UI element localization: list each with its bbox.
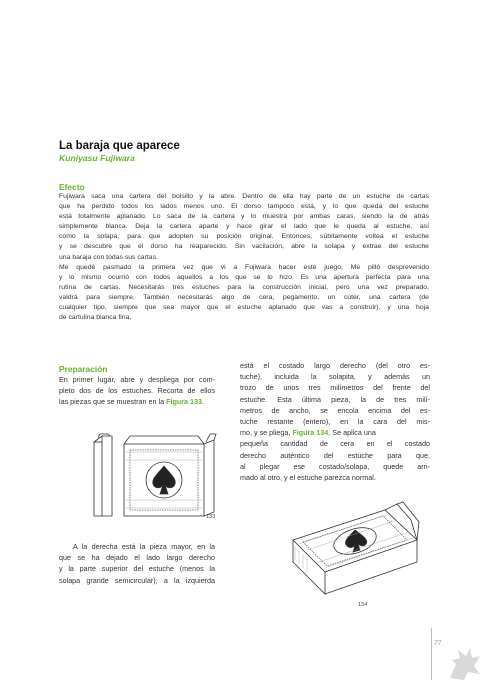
text-line: las piezas que se muestran en la Figura 133. (59, 397, 205, 407)
text-line: como la solapa, para que adopten su posición original. Entonces, súbitamente voltea el estuche (59, 233, 429, 241)
preparacion-right-column (240, 360, 430, 483)
text-line: está el costado largo derecho (del otro es- (240, 361, 430, 370)
text-line: y lo mismo ocurrió con todos aquellos a los que se lo hizo. Es una apertura perfecta para una (59, 273, 429, 281)
text-line: una baraja con todas sus cartas. (59, 253, 158, 261)
preparacion-heading: Preparación (59, 364, 108, 374)
efecto-paragraph (59, 192, 429, 323)
text-line: tuche), incluida la solapita, y además un (240, 372, 430, 382)
text-line: y se descubre que el dorso ha reaparecido. Sin vacilación, abre la solapa y extrae del estuche (59, 243, 429, 251)
figure-134-link[interactable]: Figura 134 (292, 428, 329, 438)
text-line: cualquier tipo, siempre que sea mayor que el estuche aplanado que vas a construir), y una hoja (59, 304, 429, 312)
text-line: que se ha dejado el lado largo derecho (59, 553, 215, 563)
text-line: derecho auténtico del estuche para que, (240, 450, 430, 460)
figure-134-illustration (285, 500, 435, 615)
efecto-heading: Efecto (59, 182, 85, 192)
page-divider (431, 628, 432, 680)
author-name: Kuniyasu Fujiwara (59, 153, 135, 163)
section-title: La baraja que aparece (59, 140, 180, 152)
text-line: metros de ancho, se encola encima del es- (240, 405, 430, 415)
text-line: Me quedé pasmado la primera vez que vi a Fujiwara hacer este juego. Me pilló desprevenido (59, 263, 429, 271)
page-number: 77 (434, 640, 442, 647)
text-line: tuche restante (entero), en la cara del mis- (240, 416, 430, 426)
text-line: que ha perdido todos los lados menos uno. El dorso tampoco está, y lo que queda del estuche (59, 203, 429, 211)
preparacion-left-column (59, 374, 215, 408)
text-line: estuche. Esta última pieza, la de tres milí- (240, 394, 430, 404)
text-line: mado al otro, y el estuche parezca normal. (240, 472, 376, 482)
figure-133-link[interactable]: Figura 133 (166, 397, 203, 407)
text-line: al plegar ese costado/solapa, quede arri- (240, 461, 430, 471)
text-line: rutina de cartas. Necesitarás tres estuches para la construcción inicial, pero una vez preparado, (59, 283, 429, 291)
text-line: Fujiwara saca una cartera del bolsillo y la abre. Dentro de ella hay parte de un estuche de cartas (59, 193, 429, 200)
text-line: En primer lugar, abre y despliega por com- (59, 375, 215, 384)
text-line: solapa grande semicircular); a la izquierda (59, 575, 215, 585)
figure-133-illustration (90, 430, 230, 522)
text-line: está totalmente aplanado. Lo saca de la cartera y lo muestra por ambas caras, siendo la de atrás (59, 213, 429, 221)
text-line: A la derecha está la pieza mayor, en la (73, 542, 215, 551)
decorative-mark-icon (446, 640, 481, 680)
figure-134-number: 134 (358, 602, 368, 608)
preparacion-left-column-continued (59, 541, 215, 586)
text-line: pleto dos de los estuches. Recorta de ellos (59, 386, 215, 396)
text-line: pequeña cantidad de cera en el costado (240, 439, 430, 449)
text-line: trozo de unos tres milímetros del frente del (240, 383, 430, 393)
text-line: valdrá para siempre. También necesitarás algo de cera, pegamento, un cúter, una cartera (de (59, 293, 429, 301)
figure-133-number: 133 (206, 514, 216, 520)
text-line: mo, y se pliega, Figura 134. Se aplica una (240, 428, 376, 438)
text-line: y la parte superior del estuche (menos la (59, 564, 215, 574)
text-line: simplemente blanca. Deja la cartera aparte y hace girar el lado que le queda al estuche, así (59, 223, 429, 231)
text-line: de cartulina blanca fina. (59, 314, 132, 322)
